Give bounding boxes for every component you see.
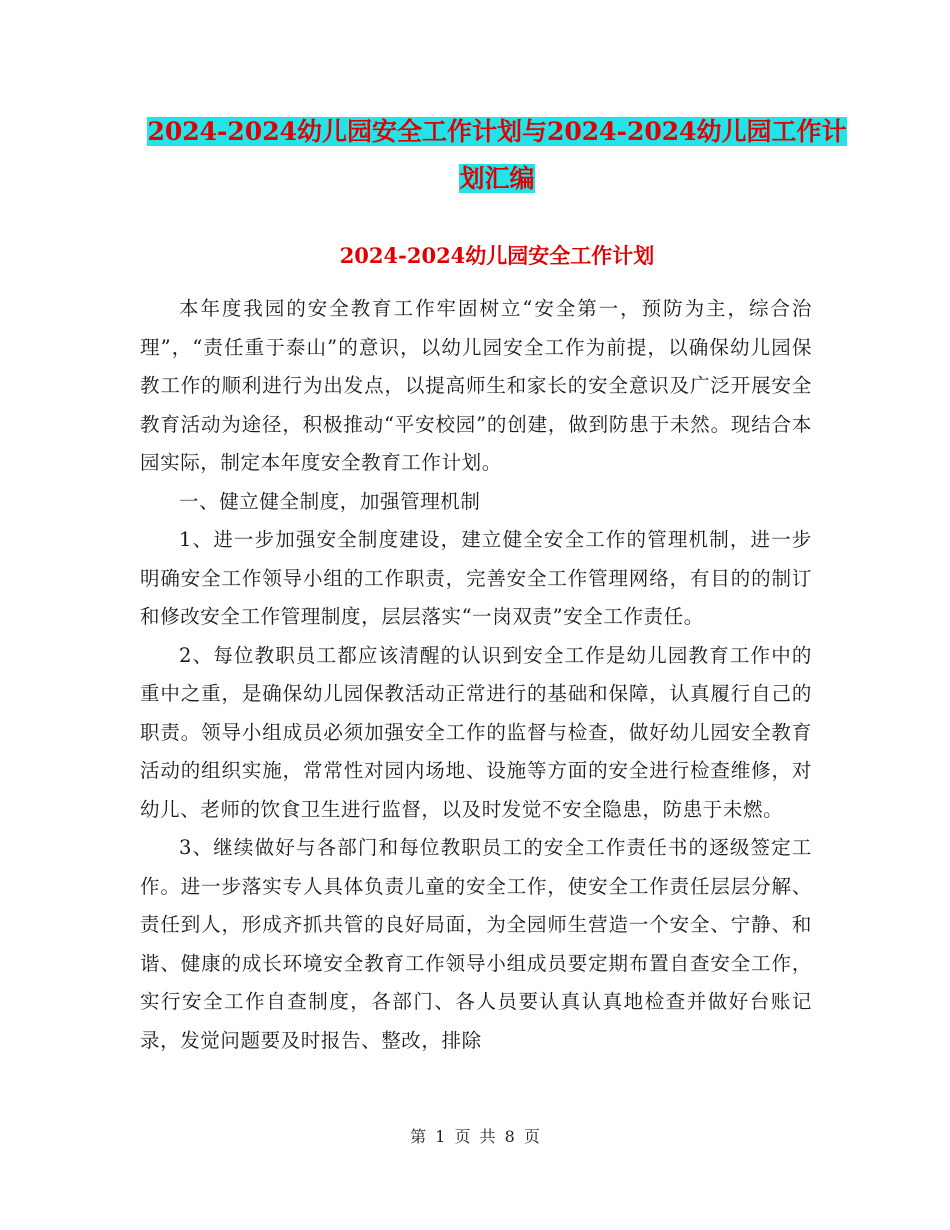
- document-body: [140, 290, 812, 1060]
- document-title: [140, 108, 854, 202]
- paragraph-item-3: 3、继续做好与各部门和每位教职员工的安全工作责任书的逐级签定工作。进一步落实专人具体负责儿童的安全工作，使安全工作责任层层分解、责任到人，形成齐抓共管的良好局面，为全园师生营造一个安全、宁静、和谐、健康的成长环境安全教育工作领导小组成员要定期布置自查安全工作，实行安全工作自查制度，各部门、各人员要认真认真地检查并做好台账记录，发觉问题要及时报告、整改，排除: [140, 836, 812, 1052]
- paragraph-item-1: 1、进一步加强安全制度建设，建立健全安全工作的管理机制，进一步明确安全工作领导小组的工作职责，完善安全工作管理网络，有目的的制订和修改安全工作管理制度，层层落实“一岗双责”安全工作责任。: [140, 528, 812, 628]
- paragraph-intro: 本年度我园的安全教育工作牢固树立“安全第一，预防为主，综合治理”，“责任重于泰山”的意识，以幼儿园安全工作为前提，以确保幼儿园保教工作的顺利进行为出发点，以提高师生和家长的安全意识及广泛开展安全教育活动为途径，积极推动“平安校园”的创建，做到防患于未然。现结合本园实际，制定本年度安全教育工作计划。: [140, 297, 812, 474]
- document-title-text: 2024-2024幼儿园安全工作计划与2024-2024幼儿园工作计划汇编: [147, 117, 847, 193]
- section-title: 2024-2024幼儿园安全工作计划: [339, 243, 655, 268]
- page-number-footer: 第 1 页 共 8 页: [410, 1127, 540, 1146]
- paragraph-item-2: 2、每位教职员工都应该清醒的认识到安全工作是幼儿园教育工作中的重中之重，是确保幼儿园保教活动正常进行的基础和保障，认真履行自己的职责。领导小组成员必须加强安全工作的监督与检查，做好幼儿园安全教育活动的组织实施，常常性对园内场地、设施等方面的安全进行检查维修，对幼儿、老师的饮食卫生进行监督，以及时发觉不安全隐患，防患于未燃。: [140, 643, 812, 821]
- heading-section-one: 一、健立健全制度，加强管理机制: [179, 489, 481, 513]
